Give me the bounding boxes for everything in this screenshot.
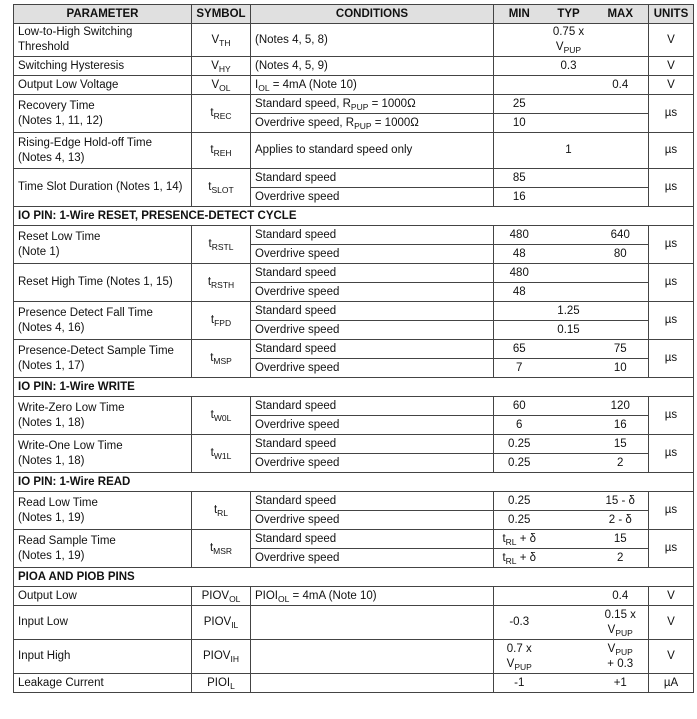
param-cell: Presence-Detect Sample Time (Notes 1, 17): [14, 340, 192, 378]
param-cell: Switching Hysteresis: [14, 57, 192, 76]
condition-cell: Standard speed: [251, 264, 494, 283]
typ-cell: [545, 397, 593, 416]
typ-cell: [545, 549, 593, 568]
header-typ: TYP: [545, 5, 593, 24]
condition-cell: Standard speed: [251, 340, 494, 359]
symbol-cell: $PIOV_{IH}$: [192, 640, 251, 674]
symbol-cell: $t_{SLOT}$: [192, 169, 251, 207]
max-cell: [593, 57, 649, 76]
condition-cell: [251, 674, 494, 693]
typ-cell: [545, 530, 593, 549]
param-cell: Input High: [14, 640, 192, 674]
section-heading: PIOA AND PIOB PINS: [14, 568, 694, 587]
table-row: [14, 674, 694, 693]
param-cell: Write-One Low Time (Notes 1, 18): [14, 435, 192, 473]
max-cell: [593, 169, 649, 188]
min-cell: 0.25: [494, 454, 545, 473]
table-row: [14, 226, 694, 245]
typ-cell: [545, 435, 593, 454]
section-row: [14, 378, 694, 397]
max-cell: 0.15 x $V_{PUP}$: [593, 606, 649, 640]
condition-cell: Overdrive speed: [251, 416, 494, 435]
typ-cell: [545, 283, 593, 302]
min-cell: [494, 133, 545, 169]
unit-cell: V: [649, 57, 694, 76]
header-parameter: PARAMETER: [14, 5, 192, 24]
symbol-cell: $V_{TH}$: [192, 24, 251, 57]
condition-cell: $PIOI_{OL} = 4mA$ (Note 10): [251, 587, 494, 606]
max-cell: 120: [593, 397, 649, 416]
typ-cell: [545, 511, 593, 530]
symbol-cell: $t_{MSP}$: [192, 340, 251, 378]
condition-cell: Standard speed: [251, 492, 494, 511]
max-cell: 80: [593, 245, 649, 264]
min-cell: 6: [494, 416, 545, 435]
min-cell: [494, 57, 545, 76]
param-cell: Recovery Time (Notes 1, 11, 12): [14, 95, 192, 133]
condition-cell: Applies to standard speed only: [251, 133, 494, 169]
param-cell: Output Low Voltage: [14, 76, 192, 95]
section-row: [14, 568, 694, 587]
symbol-cell: $t_{RL}$: [192, 492, 251, 530]
min-cell: 0.25: [494, 492, 545, 511]
param-cell: Rising-Edge Hold-off Time (Notes 4, 13): [14, 133, 192, 169]
symbol-cell: $t_{RSTH}$: [192, 264, 251, 302]
min-cell: 85: [494, 169, 545, 188]
param-cell: Reset High Time (Notes 1, 15): [14, 264, 192, 302]
condition-cell: Overdrive speed: [251, 188, 494, 207]
section-heading: IO PIN: 1-Wire READ: [14, 473, 694, 492]
condition-cell: (Notes 4, 5, 9): [251, 57, 494, 76]
typ-cell: [545, 416, 593, 435]
typ-cell: [545, 340, 593, 359]
table-row: [14, 640, 694, 674]
min-cell: 0.25: [494, 435, 545, 454]
table-row: [14, 169, 694, 188]
min-cell: 65: [494, 340, 545, 359]
unit-cell: µs: [649, 169, 694, 207]
section-heading: IO PIN: 1-Wire RESET, PRESENCE-DETECT CYCLE: [14, 207, 694, 226]
typ-cell: [545, 226, 593, 245]
min-cell: 480: [494, 264, 545, 283]
typ-cell: [545, 359, 593, 378]
typ-cell: 1: [545, 133, 593, 169]
table-row: [14, 530, 694, 549]
condition-cell: Overdrive speed: [251, 511, 494, 530]
typ-cell: [545, 674, 593, 693]
min-cell: 48: [494, 245, 545, 264]
table-row: [14, 57, 694, 76]
table-row: [14, 95, 694, 114]
condition-cell: (Notes 4, 5, 8): [251, 24, 494, 57]
section-row: [14, 473, 694, 492]
symbol-cell: $PIOV_{OL}$: [192, 587, 251, 606]
table-row: [14, 492, 694, 511]
min-cell: [494, 587, 545, 606]
unit-cell: µs: [649, 302, 694, 340]
condition-cell: $I_{OL} = 4mA$ (Note 10): [251, 76, 494, 95]
section-heading: IO PIN: 1-Wire WRITE: [14, 378, 694, 397]
symbol-cell: $PIOI_L$: [192, 674, 251, 693]
condition-cell: Overdrive speed: [251, 549, 494, 568]
typ-cell: [545, 95, 593, 114]
typ-cell: [545, 606, 593, 640]
typ-cell: [545, 114, 593, 133]
param-cell: Read Sample Time (Notes 1, 19): [14, 530, 192, 568]
min-cell: 0.25: [494, 511, 545, 530]
condition-cell: Standard speed: [251, 169, 494, 188]
max-cell: [593, 24, 649, 57]
section-row: [14, 207, 694, 226]
max-cell: $V_{PUP}$ + 0.3: [593, 640, 649, 674]
symbol-cell: $V_{OL}$: [192, 76, 251, 95]
condition-cell: Overdrive speed: [251, 321, 494, 340]
min-cell: 480: [494, 226, 545, 245]
max-cell: 15 - δ: [593, 492, 649, 511]
max-cell: 2: [593, 549, 649, 568]
max-cell: [593, 321, 649, 340]
condition-cell: Standard speed: [251, 397, 494, 416]
unit-cell: µs: [649, 133, 694, 169]
table-row: [14, 435, 694, 454]
min-cell: 25: [494, 95, 545, 114]
max-cell: [593, 302, 649, 321]
min-cell: $t_{RL} + \delta$: [494, 530, 545, 549]
max-cell: 75: [593, 340, 649, 359]
typ-cell: [545, 169, 593, 188]
typ-cell: [545, 188, 593, 207]
min-cell: [494, 24, 545, 57]
min-cell: [494, 76, 545, 95]
unit-cell: V: [649, 606, 694, 640]
max-cell: 0.4: [593, 76, 649, 95]
param-line: Low-to-High Switching: [18, 26, 133, 38]
max-cell: 10: [593, 359, 649, 378]
param-cell: Output Low: [14, 587, 192, 606]
max-cell: 2 - δ: [593, 511, 649, 530]
symbol-cell: $t_{REH}$: [192, 133, 251, 169]
symbol-cell: $t_{W0L}$: [192, 397, 251, 435]
param-cell: Presence Detect Fall Time (Notes 4, 16): [14, 302, 192, 340]
unit-cell: V: [649, 76, 694, 95]
header-conditions: CONDITIONS: [251, 5, 494, 24]
typ-cell: 1.25: [545, 302, 593, 321]
unit-cell: V: [649, 587, 694, 606]
unit-cell: µs: [649, 492, 694, 530]
symbol-cell: $t_{RSTL}$: [192, 226, 251, 264]
table-row: [14, 606, 694, 640]
table-row: [14, 76, 694, 95]
header-min: MIN: [494, 5, 545, 24]
max-cell: 15: [593, 530, 649, 549]
condition-cell: Overdrive speed: [251, 454, 494, 473]
condition-cell: Overdrive speed: [251, 283, 494, 302]
unit-cell: µs: [649, 226, 694, 264]
typ-cell: [545, 587, 593, 606]
table-row: [14, 340, 694, 359]
symbol-cell: $t_{W1L}$: [192, 435, 251, 473]
typ-cell: 0.75 x $V_{PUP}$: [545, 24, 593, 57]
header-units: UNITS: [649, 5, 694, 24]
typ-cell: [545, 76, 593, 95]
param-cell: Leakage Current: [14, 674, 192, 693]
min-cell: [494, 321, 545, 340]
param-cell: Read Low Time (Notes 1, 19): [14, 492, 192, 530]
table-row: [14, 302, 694, 321]
max-cell: 0.4: [593, 587, 649, 606]
max-cell: 15: [593, 435, 649, 454]
param-cell: Time Slot Duration (Notes 1, 14): [14, 169, 192, 207]
unit-cell: µs: [649, 95, 694, 133]
unit-cell: µs: [649, 264, 694, 302]
min-cell: -1: [494, 674, 545, 693]
typ-cell: 0.3: [545, 57, 593, 76]
unit-cell: µA: [649, 674, 694, 693]
unit-cell: V: [649, 24, 694, 57]
min-cell: -0.3: [494, 606, 545, 640]
typ-cell: [545, 454, 593, 473]
unit-cell: µs: [649, 530, 694, 568]
condition-cell: Overdrive speed: [251, 359, 494, 378]
symbol-cell: $t_{MSR}$: [192, 530, 251, 568]
min-cell: 0.7 x $V_{PUP}$: [494, 640, 545, 674]
min-cell: 60: [494, 397, 545, 416]
max-cell: [593, 95, 649, 114]
typ-cell: [545, 640, 593, 674]
max-cell: [593, 283, 649, 302]
min-cell: [494, 302, 545, 321]
condition-cell: [251, 640, 494, 674]
condition-cell: [251, 606, 494, 640]
symbol-cell: $t_{REC}$: [192, 95, 251, 133]
table-row: [14, 264, 694, 283]
condition-cell: Standard speed: [251, 530, 494, 549]
header-max: MAX: [593, 5, 649, 24]
table-row: [14, 587, 694, 606]
header-row: [14, 5, 694, 24]
min-cell: 16: [494, 188, 545, 207]
condition-cell: Standard speed: [251, 302, 494, 321]
header-symbol: SYMBOL: [192, 5, 251, 24]
min-cell: 10: [494, 114, 545, 133]
param-cell: Reset Low Time (Note 1): [14, 226, 192, 264]
max-cell: [593, 114, 649, 133]
symbol-cell: $PIOV_{IL}$: [192, 606, 251, 640]
table-row: [14, 24, 694, 57]
symbol-cell: $t_{FPD}$: [192, 302, 251, 340]
condition-cell: Standard speed: [251, 435, 494, 454]
min-cell: $t_{RL} + \delta$: [494, 549, 545, 568]
unit-cell: µs: [649, 340, 694, 378]
param-cell: Input Low: [14, 606, 192, 640]
condition-cell: Standard speed: [251, 226, 494, 245]
electrical-characteristics-table: [13, 4, 694, 693]
max-cell: [593, 188, 649, 207]
table-row: [14, 133, 694, 169]
condition-cell: Standard speed, $R_{PUP} = 1000\Omega$: [251, 95, 494, 114]
param-cell: [14, 24, 192, 57]
max-cell: 16: [593, 416, 649, 435]
param-cell: Write-Zero Low Time (Notes 1, 18): [14, 397, 192, 435]
symbol-cell: $V_{HY}$: [192, 57, 251, 76]
max-cell: 2: [593, 454, 649, 473]
condition-cell: Overdrive speed: [251, 245, 494, 264]
typ-cell: [545, 264, 593, 283]
typ-cell: [545, 245, 593, 264]
max-cell: 640: [593, 226, 649, 245]
unit-cell: µs: [649, 397, 694, 435]
max-cell: [593, 133, 649, 169]
max-cell: +1: [593, 674, 649, 693]
max-cell: [593, 264, 649, 283]
unit-cell: µs: [649, 435, 694, 473]
unit-cell: V: [649, 640, 694, 674]
table-row: [14, 397, 694, 416]
min-cell: 7: [494, 359, 545, 378]
typ-cell: [545, 492, 593, 511]
condition-cell: Overdrive speed, $R_{PUP} = 1000\Omega$: [251, 114, 494, 133]
min-cell: 48: [494, 283, 545, 302]
param-line: Threshold: [18, 41, 70, 53]
typ-cell: 0.15: [545, 321, 593, 340]
